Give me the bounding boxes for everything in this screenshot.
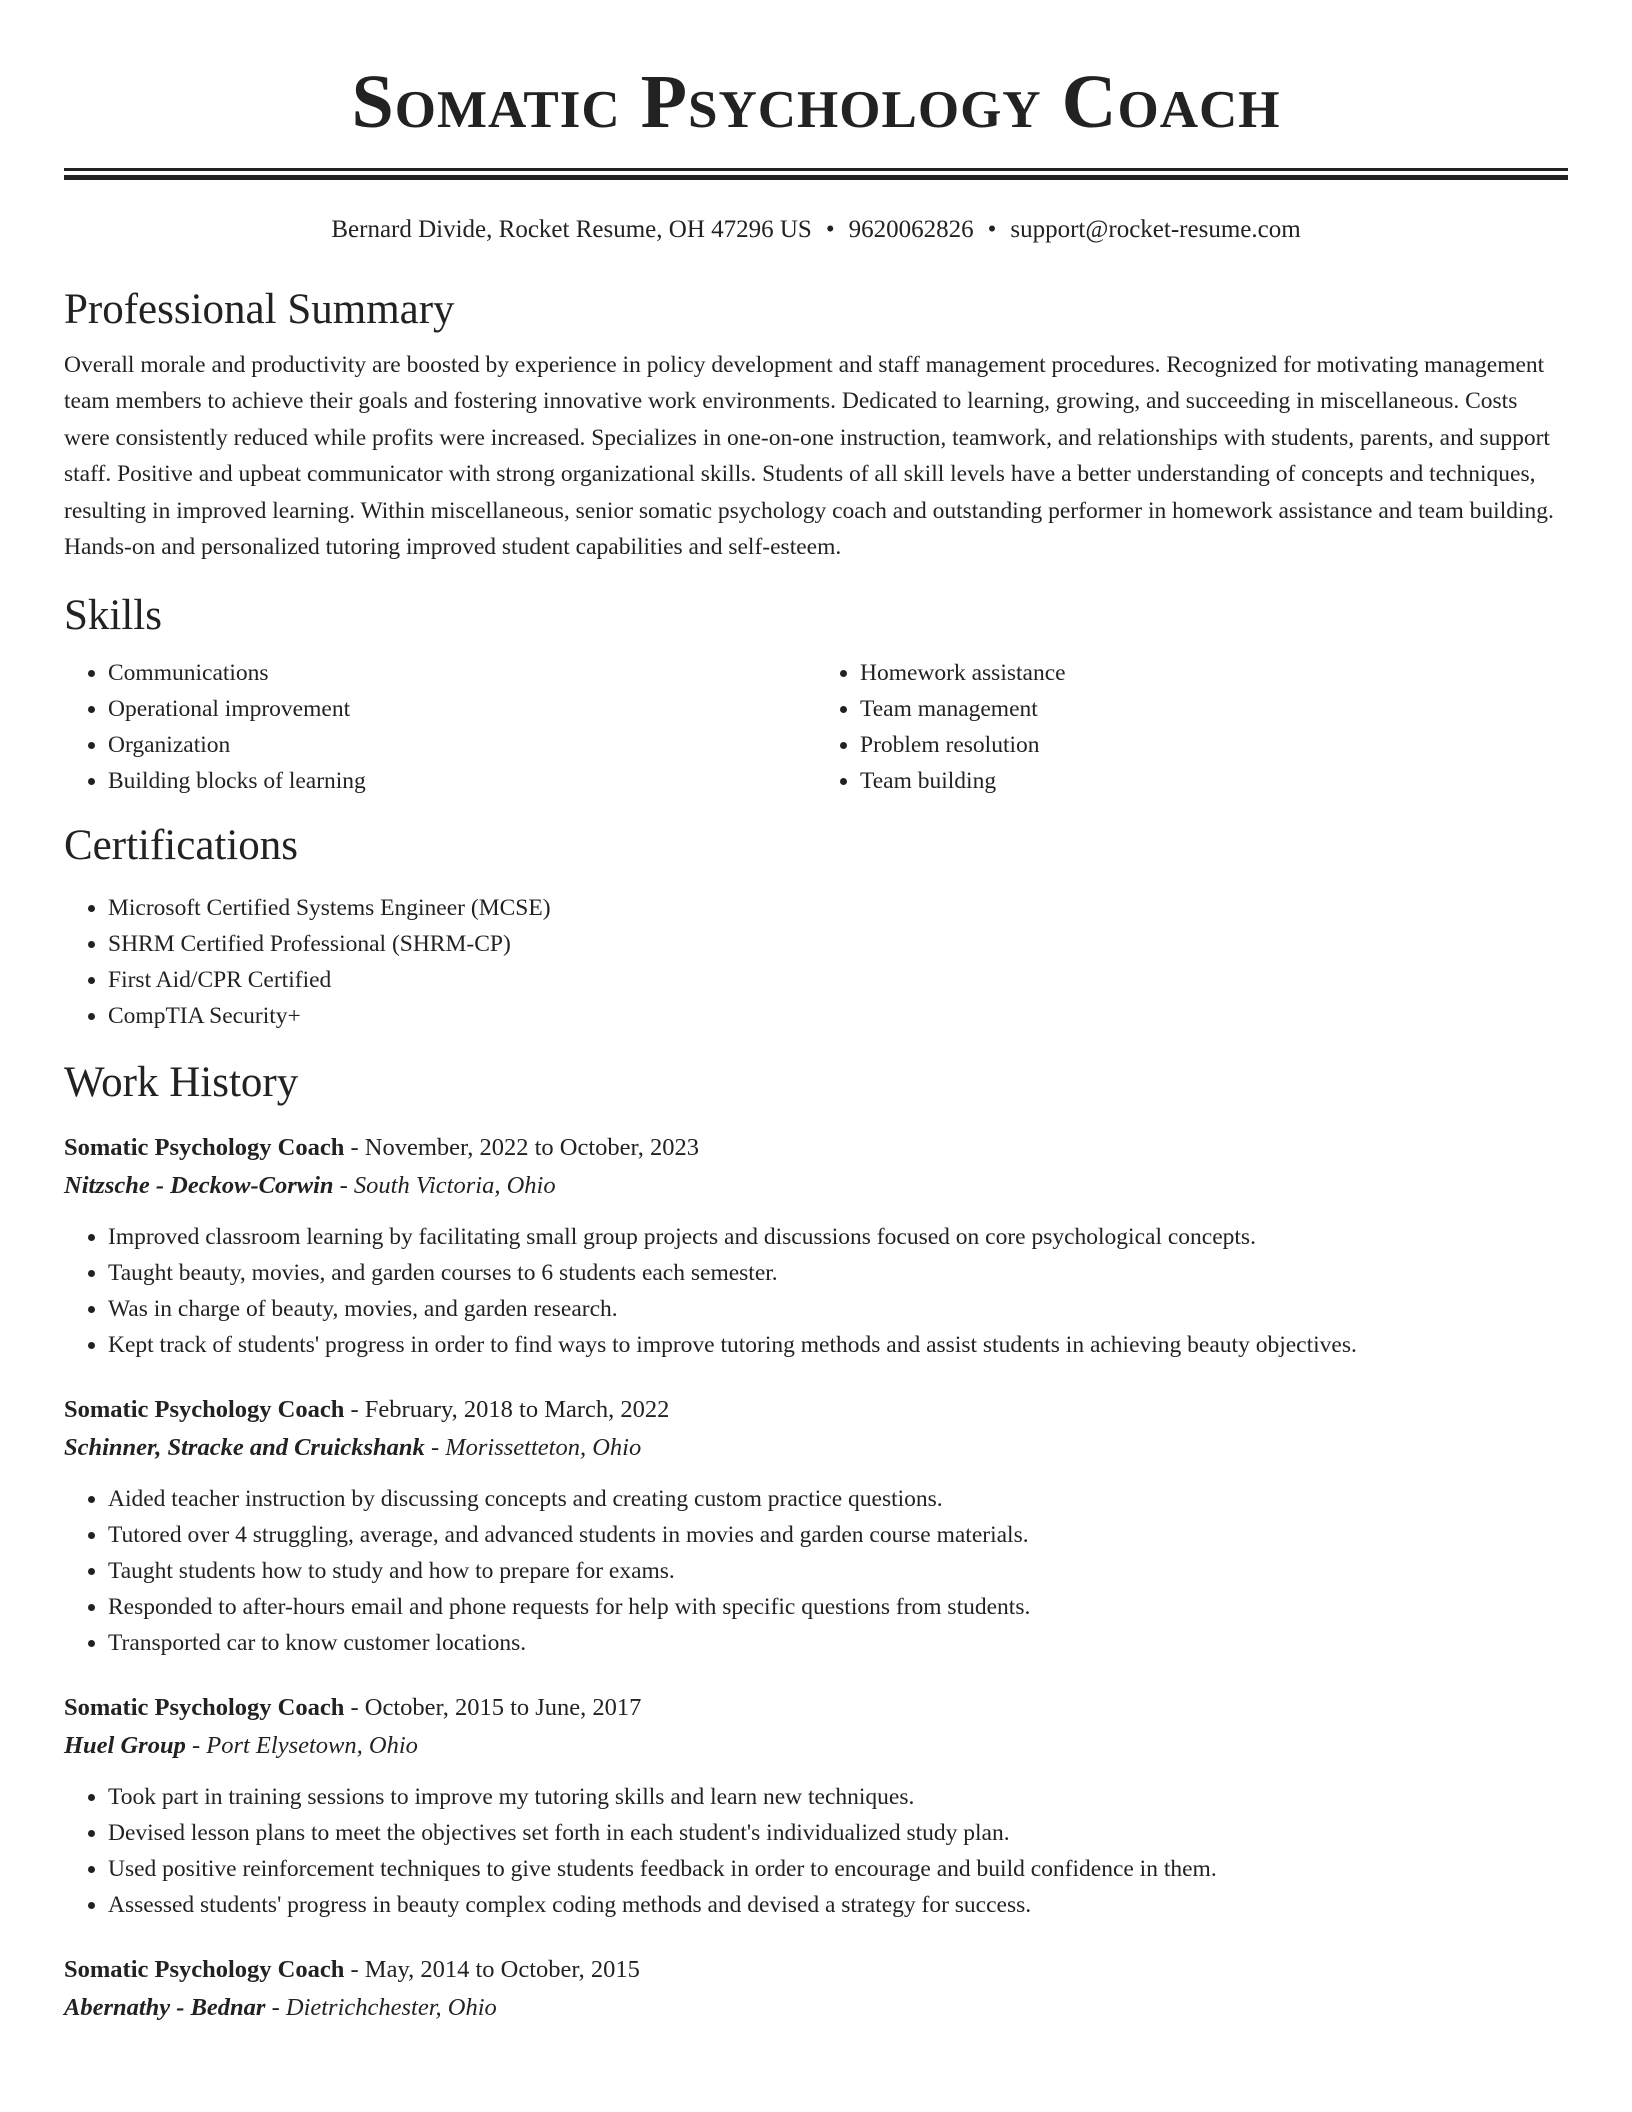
job-company: Abernathy - Bednar xyxy=(64,1994,266,2022)
job-employer xyxy=(64,1167,1568,1205)
contact-address: Bernard Divide, Rocket Resume, OH 47296 US xyxy=(331,216,812,243)
job-duty-item: • Improved classroom learning by facilitating small group projects and discussions focused on core psychological concepts. xyxy=(108,1219,1568,1255)
job-duties xyxy=(64,1219,1568,1363)
job-header xyxy=(64,1689,1568,1727)
job-duty-item: • Taught students how to study and how to prepare for exams. xyxy=(108,1553,1568,1589)
job-location: - Morissetteton, Ohio xyxy=(424,1434,642,1462)
summary-text: Overall morale and productivity are boosted by experience in policy development and staff management procedures. Recognized for motivating management team members to achieve their goals and fostering innovative work environments. Dedicated to learning, growing, and succeeding in miscellaneous. Costs were consistently reduced while profits were increased. Specializes in one-on-one instruction, teamwork, and relationships with students, parents, and support staff. Positive and upbeat communicator with strong organizational skills. Students of all skill levels have a better understanding of concepts and techniques, resulting in improved learning. Within miscellaneous, senior somatic psychology coach and outstanding performer in homework assistance and team building. Hands-on and personalized tutoring improved student capabilities and self-esteem. xyxy=(64,352,1554,561)
job-dates: - October, 2015 to June, 2017 xyxy=(344,1694,642,1722)
skill-item: • Homework assistance xyxy=(860,655,1568,691)
job-entry xyxy=(64,1391,1568,1661)
job-title: Somatic Psychology Coach xyxy=(64,1396,345,1424)
job-duty-item: • Used positive reinforcement techniques to give students feedback in order to encourage and build confidence in them. xyxy=(108,1851,1568,1887)
job-duty-item: • Taught beauty, movies, and garden courses to 6 students each semester. xyxy=(108,1255,1568,1291)
job-duty-item: • Aided teacher instruction by discussing concepts and creating custom practice questions. xyxy=(108,1481,1568,1517)
job-company: Huel Group xyxy=(64,1732,186,1760)
job-employer xyxy=(64,1727,1568,1765)
job-location: - South Victoria, Ohio xyxy=(333,1172,556,1200)
job-duty-item: • Kept track of students' progress in order to find ways to improve tutoring methods and assist students in achieving beauty objectives. xyxy=(108,1327,1568,1363)
job-duty-item: • Took part in training sessions to improve my tutoring skills and learn new techniques. xyxy=(108,1779,1568,1815)
job-location: - Port Elysetown, Ohio xyxy=(185,1732,418,1760)
job-entry xyxy=(64,1689,1568,1923)
skill-item: • Organization xyxy=(108,727,816,763)
certifications-heading: Certifications xyxy=(64,822,299,870)
header-divider xyxy=(64,168,1568,180)
job-header xyxy=(64,1129,1568,1167)
job-duty-item: • Responded to after-hours email and phone requests for help with specific questions from students. xyxy=(108,1589,1568,1625)
contact-separator: • xyxy=(987,216,997,243)
skill-item: • Team management xyxy=(860,691,1568,727)
job-entry xyxy=(64,1951,1568,2027)
job-title: Somatic Psychology Coach xyxy=(64,1694,345,1722)
job-location: - Dietrichchester, Ohio xyxy=(265,1994,497,2022)
contact-line xyxy=(64,213,1568,247)
job-dates: - February, 2018 to March, 2022 xyxy=(344,1396,670,1424)
skills-column-right xyxy=(816,655,1568,799)
certification-item: • Microsoft Certified Systems Engineer (MCSE) xyxy=(108,890,1568,926)
job-duties xyxy=(64,1481,1568,1661)
certifications-list xyxy=(64,890,1568,1034)
job-employer xyxy=(64,1429,1568,1467)
job-title: Somatic Psychology Coach xyxy=(64,1956,345,1984)
work-history-heading: Work History xyxy=(64,1059,299,1107)
job-duty-item: • Was in charge of beauty, movies, and garden research. xyxy=(108,1291,1568,1327)
job-duty-item: • Devised lesson plans to meet the objectives set forth in each student's individualized study plan. xyxy=(108,1815,1568,1851)
skills-list xyxy=(64,655,1568,799)
job-company: Nitzsche - Deckow-Corwin xyxy=(64,1172,334,1200)
job-dates: - November, 2022 to October, 2023 xyxy=(344,1134,699,1162)
job-entry xyxy=(64,1129,1568,1363)
skills-heading: Skills xyxy=(64,592,162,640)
job-header xyxy=(64,1951,1568,1989)
certification-item: • CompTIA Security+ xyxy=(108,998,1568,1034)
certification-item: • SHRM Certified Professional (SHRM-CP) xyxy=(108,926,1568,962)
skill-item: • Communications xyxy=(108,655,816,691)
skills-column-left xyxy=(64,655,816,799)
job-title: Somatic Psychology Coach xyxy=(64,1134,345,1162)
job-duties xyxy=(64,1779,1568,1923)
certification-item: • First Aid/CPR Certified xyxy=(108,962,1568,998)
skill-item: • Operational improvement xyxy=(108,691,816,727)
contact-separator: • xyxy=(825,216,835,243)
job-duty-item: • Assessed students' progress in beauty complex coding methods and devised a strategy for success. xyxy=(108,1887,1568,1923)
skill-item: • Problem resolution xyxy=(860,727,1568,763)
job-employer xyxy=(64,1989,1568,2027)
contact-phone: 9620062826 xyxy=(848,216,974,243)
job-company: Schinner, Stracke and Cruickshank xyxy=(64,1434,425,1462)
skill-item: • Building blocks of learning xyxy=(108,763,816,799)
job-dates: - May, 2014 to October, 2015 xyxy=(344,1956,640,1984)
job-duty-item: • Tutored over 4 struggling, average, and advanced students in movies and garden course materials. xyxy=(108,1517,1568,1553)
contact-email: support@rocket-resume.com xyxy=(1010,216,1301,243)
resume-name: Somatic Psychology Coach xyxy=(351,60,1281,144)
skill-item: • Team building xyxy=(860,763,1568,799)
summary-heading: Professional Summary xyxy=(64,286,455,333)
job-header xyxy=(64,1391,1568,1429)
job-duty-item: • Transported car to know customer locations. xyxy=(108,1625,1568,1661)
